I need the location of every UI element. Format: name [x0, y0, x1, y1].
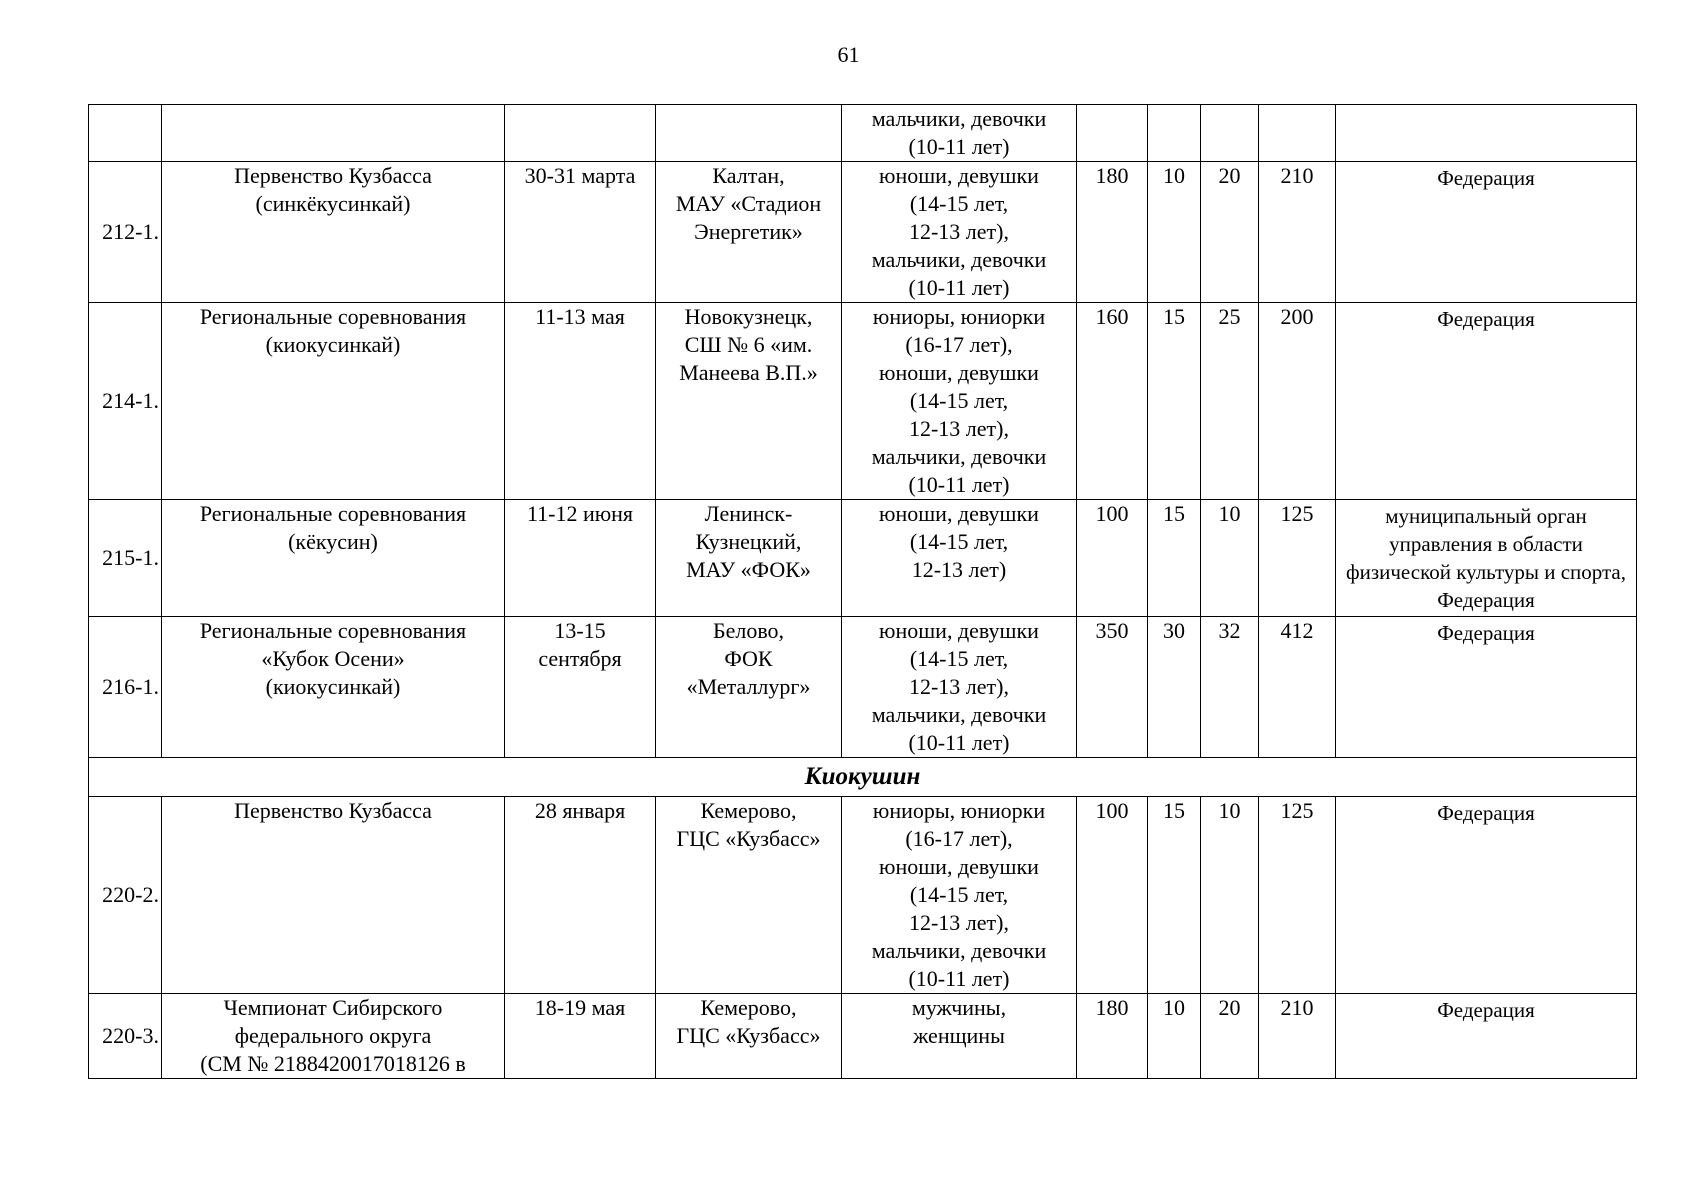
event-name: [162, 994, 505, 1079]
row-number: 212-1.: [89, 162, 162, 303]
row-number: 220-3.: [89, 994, 162, 1079]
participants-line: (16-17 лет),: [905, 332, 1013, 357]
count-judges: [1201, 105, 1259, 162]
event-venue: [656, 797, 842, 994]
participants-line: мужчины,: [911, 995, 1007, 1020]
participants: [842, 162, 1077, 303]
organizer: [1336, 500, 1637, 617]
event-name: [162, 162, 505, 303]
table-row: [89, 500, 1637, 617]
event-date-line: 30-31 марта: [524, 163, 636, 188]
participants-line: мальчики, девочки: [871, 444, 1047, 469]
event-venue-line: Ленинск-: [704, 501, 793, 526]
event-name: [162, 500, 505, 617]
row-number: [89, 105, 162, 162]
participants: [842, 994, 1077, 1079]
table-row: [89, 994, 1637, 1079]
participants-line: (14-15 лет,: [909, 191, 1009, 216]
participants-line: юноши, девушки: [879, 618, 1039, 643]
row-number: 215-1.: [89, 500, 162, 617]
count-athletes: 100: [1077, 797, 1148, 994]
count-total: 210: [1259, 162, 1336, 303]
count-total: 210: [1259, 994, 1336, 1079]
participants-line: мальчики, девочки: [871, 247, 1047, 272]
event-venue-line: Кузнецкий,: [695, 529, 802, 554]
count-athletes: 350: [1077, 617, 1148, 758]
event-date: [505, 162, 656, 303]
event-name-line: Первенство Кузбасса: [234, 163, 432, 188]
event-venue-line: МАУ «ФОК»: [686, 557, 811, 582]
count-coaches: 15: [1148, 797, 1201, 994]
event-date-line: 18-19 мая: [534, 995, 626, 1020]
participants-line: (10-11 лет): [908, 730, 1010, 755]
section-header-row: [89, 758, 1637, 797]
count-coaches: 10: [1148, 994, 1201, 1079]
count-total: 200: [1259, 303, 1336, 500]
event-venue-line: Энергетик»: [694, 219, 803, 244]
event-venue: [656, 617, 842, 758]
event-name-line: «Кубок Осени»: [261, 646, 405, 671]
event-name-line: (киокусинкай): [265, 674, 401, 699]
count-judges: 25: [1201, 303, 1259, 500]
participants: [842, 797, 1077, 994]
count-coaches: 10: [1148, 162, 1201, 303]
event-date-line: 11-12 июня: [526, 501, 634, 526]
event-date: [505, 105, 656, 162]
participants-line: (14-15 лет,: [909, 529, 1009, 554]
event-venue-line: ГЦС «Кузбасс»: [676, 1023, 821, 1048]
participants-line: юноши, девушки: [879, 163, 1039, 188]
event-venue-line: ФОК: [724, 646, 773, 671]
organizer: Федерация: [1336, 303, 1637, 500]
count-total: 125: [1259, 797, 1336, 994]
participants: [842, 617, 1077, 758]
participants-line: 12-13 лет): [911, 557, 1007, 582]
event-name-line: (киокусинкай): [265, 332, 401, 357]
event-venue: [656, 500, 842, 617]
table-row: [89, 617, 1637, 758]
participants-line: юноши, девушки: [879, 854, 1039, 879]
count-athletes: 180: [1077, 162, 1148, 303]
event-date-line: 28 января: [534, 798, 626, 823]
event-name: [162, 105, 505, 162]
participants-line: женщины: [913, 1023, 1005, 1048]
count-judges: 20: [1201, 162, 1259, 303]
participants-line: юноши, девушки: [879, 360, 1039, 385]
event-name-line: (синкёкусинкай): [255, 191, 411, 216]
event-venue: [656, 994, 842, 1079]
participants-line: (10-11 лет): [908, 275, 1010, 300]
count-athletes: 160: [1077, 303, 1148, 500]
event-date-line: 13-15: [554, 618, 606, 643]
participants-line: (10-11 лет): [908, 472, 1010, 497]
event-name-line: Первенство Кузбасса: [234, 798, 432, 823]
event-venue-line: Манеева В.П.»: [679, 360, 818, 385]
event-venue: [656, 303, 842, 500]
row-number: 216-1.: [89, 617, 162, 758]
event-name-line: Региональные соревнования: [199, 501, 467, 526]
participants-line: юноши, девушки: [879, 501, 1039, 526]
participants-line: юниоры, юниорки: [872, 304, 1046, 329]
organizer: Федерация: [1336, 162, 1637, 303]
participants-line: юниоры, юниорки: [872, 798, 1046, 823]
section-title: Киокушин: [89, 758, 1637, 797]
event-name-line: Чемпионат Сибирского: [223, 995, 443, 1020]
participants-line: мальчики, девочки: [871, 702, 1047, 727]
event-date: [505, 617, 656, 758]
event-name-line: (кёкусин): [288, 529, 378, 554]
participants: [842, 105, 1077, 162]
count-coaches: 30: [1148, 617, 1201, 758]
event-date: [505, 500, 656, 617]
participants-line: 12-13 лет),: [908, 219, 1009, 244]
organizer: [1336, 105, 1637, 162]
participants-line: (10-11 лет): [908, 134, 1010, 159]
participants-line: 12-13 лет),: [908, 910, 1009, 935]
participants-line: мальчики, девочки: [871, 938, 1047, 963]
count-coaches: 15: [1148, 500, 1201, 617]
event-venue-line: Новокузнецк,: [684, 304, 813, 329]
events-table: [88, 104, 1637, 1079]
count-total: 125: [1259, 500, 1336, 617]
event-name: [162, 797, 505, 994]
event-venue-line: Кемерово,: [700, 798, 797, 823]
event-venue-line: Калтан,: [712, 163, 785, 188]
participants-line: (14-15 лет,: [909, 388, 1009, 413]
event-date-line: сентября: [538, 646, 622, 671]
participants: [842, 303, 1077, 500]
participants-line: 12-13 лет),: [908, 416, 1009, 441]
organizer: Федерация: [1336, 617, 1637, 758]
table-row: [89, 105, 1637, 162]
count-total: [1259, 105, 1336, 162]
count-coaches: [1148, 105, 1201, 162]
count-athletes: 100: [1077, 500, 1148, 617]
event-name: [162, 303, 505, 500]
event-venue: [656, 105, 842, 162]
count-athletes: [1077, 105, 1148, 162]
count-judges: 32: [1201, 617, 1259, 758]
participants-line: 12-13 лет),: [908, 674, 1009, 699]
count-coaches: 15: [1148, 303, 1201, 500]
table-row: [89, 303, 1637, 500]
event-date-line: 11-13 мая: [535, 304, 625, 329]
row-number: 220-2.: [89, 797, 162, 994]
count-judges: 20: [1201, 994, 1259, 1079]
event-name-line: Региональные соревнования: [199, 618, 467, 643]
event-name: [162, 617, 505, 758]
count-judges: 10: [1201, 500, 1259, 617]
event-venue-line: Белово,: [712, 618, 785, 643]
count-athletes: 180: [1077, 994, 1148, 1079]
organizer-text: муниципальный орган управления в области физической культуры и спорта, Федерация: [1345, 504, 1626, 612]
event-venue-line: МАУ «Стадион: [675, 191, 822, 216]
row-number: 214-1.: [89, 303, 162, 500]
event-venue-line: СШ № 6 «им.: [684, 332, 813, 357]
participants-line: мальчики, девочки: [871, 106, 1047, 131]
page-number: 61: [837, 42, 860, 67]
participants: [842, 500, 1077, 617]
event-date: [505, 994, 656, 1079]
participants-line: (10-11 лет): [908, 966, 1010, 991]
event-venue-line: «Металлург»: [686, 674, 811, 699]
count-total: 412: [1259, 617, 1336, 758]
organizer: Федерация: [1336, 797, 1637, 994]
event-date: [505, 303, 656, 500]
event-name-line: Региональные соревнования: [199, 304, 467, 329]
table-row: [89, 797, 1637, 994]
event-venue-line: ГЦС «Кузбасс»: [676, 826, 821, 851]
event-name-line: федерального округа: [234, 1023, 432, 1048]
participants-line: (14-15 лет,: [909, 882, 1009, 907]
event-name-line: (СМ № 2188420017018126 в: [200, 1051, 466, 1076]
event-date: [505, 797, 656, 994]
participants-line: (16-17 лет),: [905, 826, 1013, 851]
count-judges: 10: [1201, 797, 1259, 994]
participants-line: (14-15 лет,: [909, 646, 1009, 671]
event-venue-line: Кемерово,: [700, 995, 797, 1020]
organizer: Федерация: [1336, 994, 1637, 1079]
event-venue: [656, 162, 842, 303]
table-row: [89, 162, 1637, 303]
